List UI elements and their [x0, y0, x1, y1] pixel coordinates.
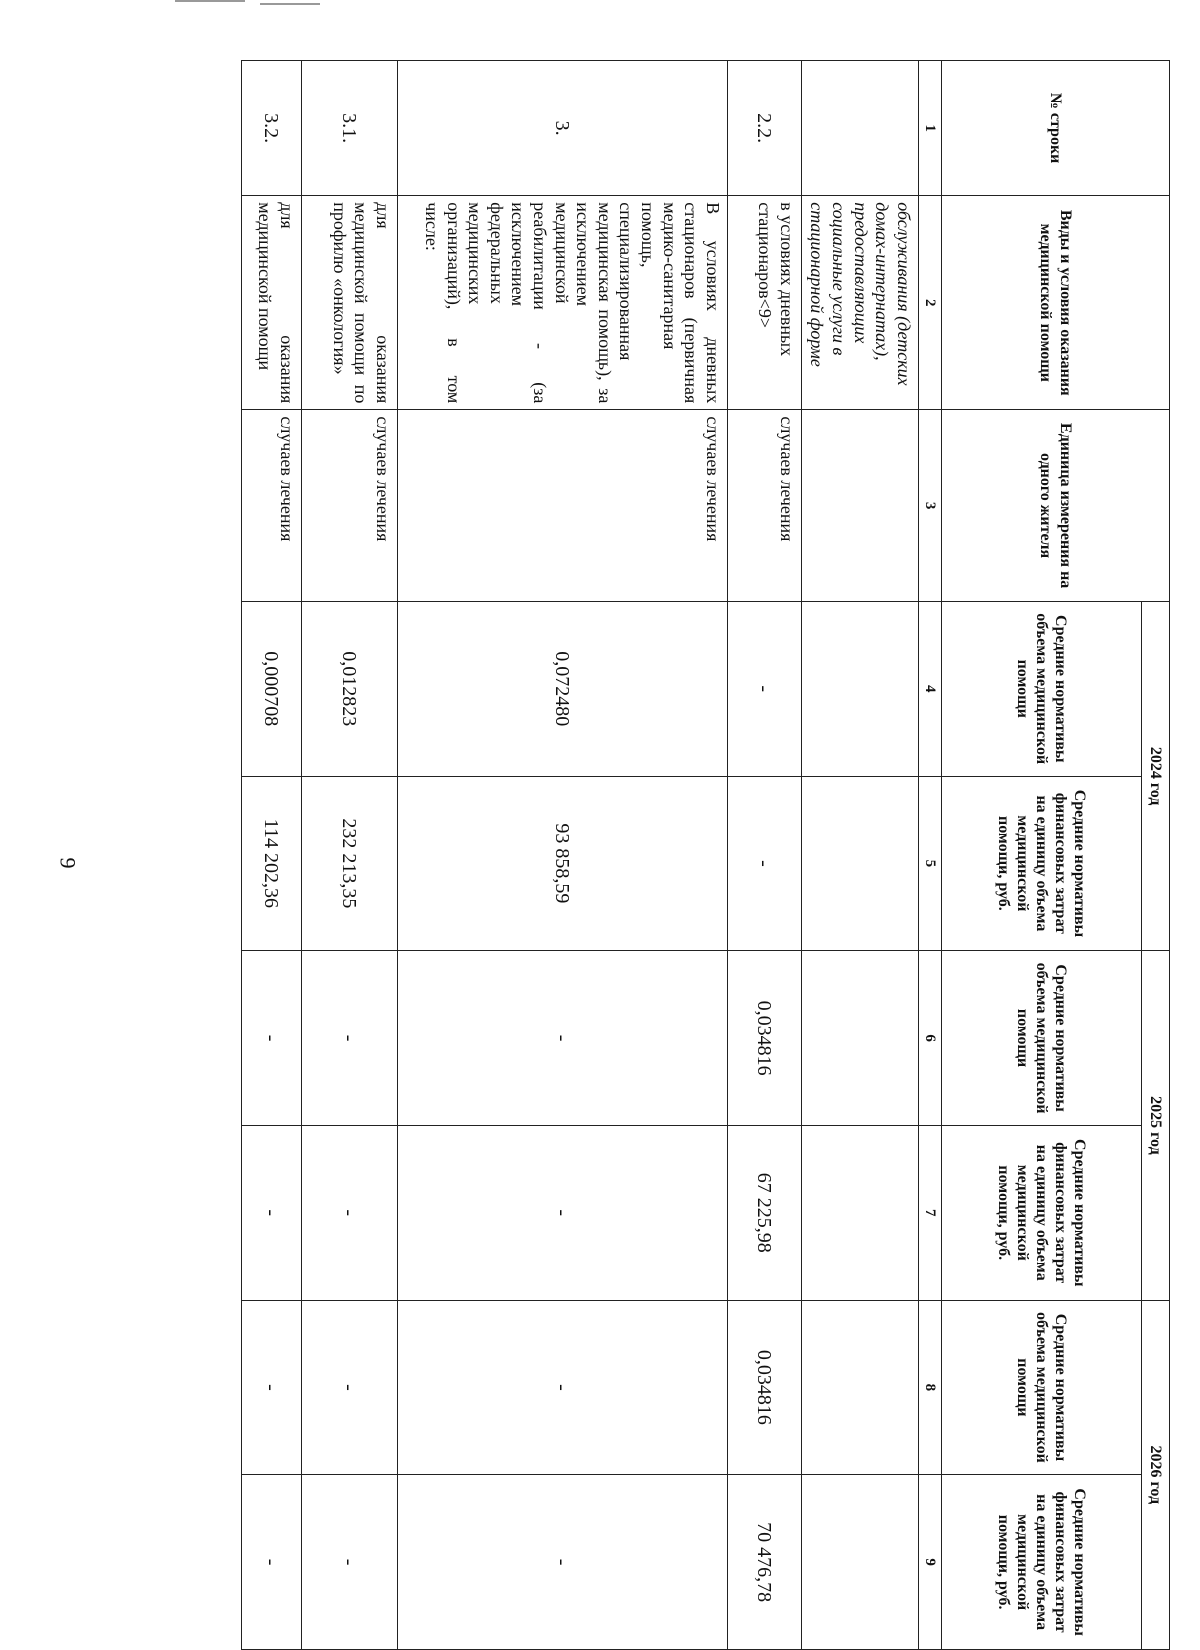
- row-cost-2026: 70 476,78: [727, 1475, 801, 1650]
- table-row: [727, 61, 801, 1650]
- row-cost-2024: 114 202,36: [241, 776, 301, 951]
- col-number: 5: [918, 776, 941, 951]
- row-volume-2024: 0,012823: [301, 601, 397, 776]
- row-cost-2025: -: [241, 1125, 301, 1300]
- row-cost-2025: -: [397, 1125, 727, 1300]
- row-volume-2024: 0,000708: [241, 601, 301, 776]
- col-number: 7: [918, 1125, 941, 1300]
- row-volume-2024: [801, 601, 918, 776]
- row-unit: случаев лечения: [301, 410, 397, 602]
- row-unit: случаев лечения: [241, 410, 301, 602]
- row-volume-2026: -: [301, 1300, 397, 1475]
- row-no: 2.2.: [727, 61, 801, 196]
- col-number: 3: [918, 410, 941, 602]
- table-row: [397, 61, 727, 1650]
- row-kind: В условиях дневных стационаров (первичная медико-санитарная помощь, специализированная медицинская помощь), за исключением медицинской реабилитации - (за исключением федеральных медицинских организаций), в том числе:: [397, 196, 727, 410]
- header-unit: Единица измерения на одного жителя: [941, 410, 1169, 602]
- header-cost: Средние нормативы финансовых затрат на единицу объема медицинской помощи, руб.: [941, 1125, 1141, 1300]
- row-cost-2024: [801, 776, 918, 951]
- row-cost-2025: -: [301, 1125, 397, 1300]
- header-cost: Средние нормативы финансовых затрат на единицу объема медицинской помощи, руб.: [941, 776, 1141, 951]
- row-cost-2026: -: [241, 1475, 301, 1650]
- row-volume-2024: 0,072480: [397, 601, 727, 776]
- row-cost-2024: 93 858,59: [397, 776, 727, 951]
- header-volume: Средние нормативы объема медицинской помощи: [941, 601, 1141, 776]
- col-number: 4: [918, 601, 941, 776]
- col-number: 1: [918, 61, 941, 196]
- row-unit: случаев лечения: [397, 410, 727, 602]
- header-volume: Средние нормативы объема медицинской помощи: [941, 951, 1141, 1126]
- row-unit: случаев лечения: [727, 410, 801, 602]
- row-kind: в условиях дневных стационаров<9>: [727, 196, 801, 410]
- row-cost-2025: [801, 1125, 918, 1300]
- row-cost-2026: -: [301, 1475, 397, 1650]
- row-volume-2026: -: [241, 1300, 301, 1475]
- header-year-2026: 2026 год: [1141, 1300, 1169, 1649]
- row-volume-2025: -: [241, 951, 301, 1126]
- table-row: [801, 61, 918, 1650]
- row-volume-2026: 0,034816: [727, 1300, 801, 1475]
- row-unit: [801, 410, 918, 602]
- page-number: 9: [55, 857, 81, 869]
- row-kind: для оказания медицинской помощи: [241, 196, 301, 410]
- header-row-no: № строки: [941, 61, 1169, 196]
- header-year-2024: 2024 год: [1141, 601, 1169, 950]
- header-volume: Средние нормативы объема медицинской помощи: [941, 1300, 1141, 1475]
- row-no: 3.: [397, 61, 727, 196]
- row-kind: обслуживания (детских домах-интернатах), предоставляющих социальные услуги в стационарной форме: [801, 196, 918, 410]
- rotated-table-container: [255, 60, 1170, 1650]
- row-volume-2025: -: [397, 951, 727, 1126]
- row-cost-2024: -: [727, 776, 801, 951]
- row-cost-2026: [801, 1475, 918, 1650]
- header-kinds: Виды и условия оказания медицинской помощи: [941, 196, 1169, 410]
- normatives-table: [241, 60, 1170, 1650]
- row-no: [801, 61, 918, 196]
- col-number: 9: [918, 1475, 941, 1650]
- row-volume-2025: -: [301, 951, 397, 1126]
- col-number: 8: [918, 1300, 941, 1475]
- row-volume-2026: [801, 1300, 918, 1475]
- row-volume-2025: [801, 951, 918, 1126]
- row-no: 3.2.: [241, 61, 301, 196]
- row-cost-2024: 232 213,35: [301, 776, 397, 951]
- header-cost: Средние нормативы финансовых затрат на единицу объема медицинской помощи, руб.: [941, 1475, 1141, 1650]
- row-cost-2026: -: [397, 1475, 727, 1650]
- scan-mark: [175, 0, 245, 2]
- row-no: 3.1.: [301, 61, 397, 196]
- row-volume-2024: -: [727, 601, 801, 776]
- table-row: [241, 61, 301, 1650]
- row-volume-2026: -: [397, 1300, 727, 1475]
- row-kind: для оказания медицинской помощи по профилю «онкология»: [301, 196, 397, 410]
- row-cost-2025: 67 225,98: [727, 1125, 801, 1300]
- table-row: [301, 61, 397, 1650]
- header-year-2025: 2025 год: [1141, 951, 1169, 1300]
- col-number: 6: [918, 951, 941, 1126]
- row-volume-2025: 0,034816: [727, 951, 801, 1126]
- scan-mark: [260, 3, 320, 5]
- col-number: 2: [918, 196, 941, 410]
